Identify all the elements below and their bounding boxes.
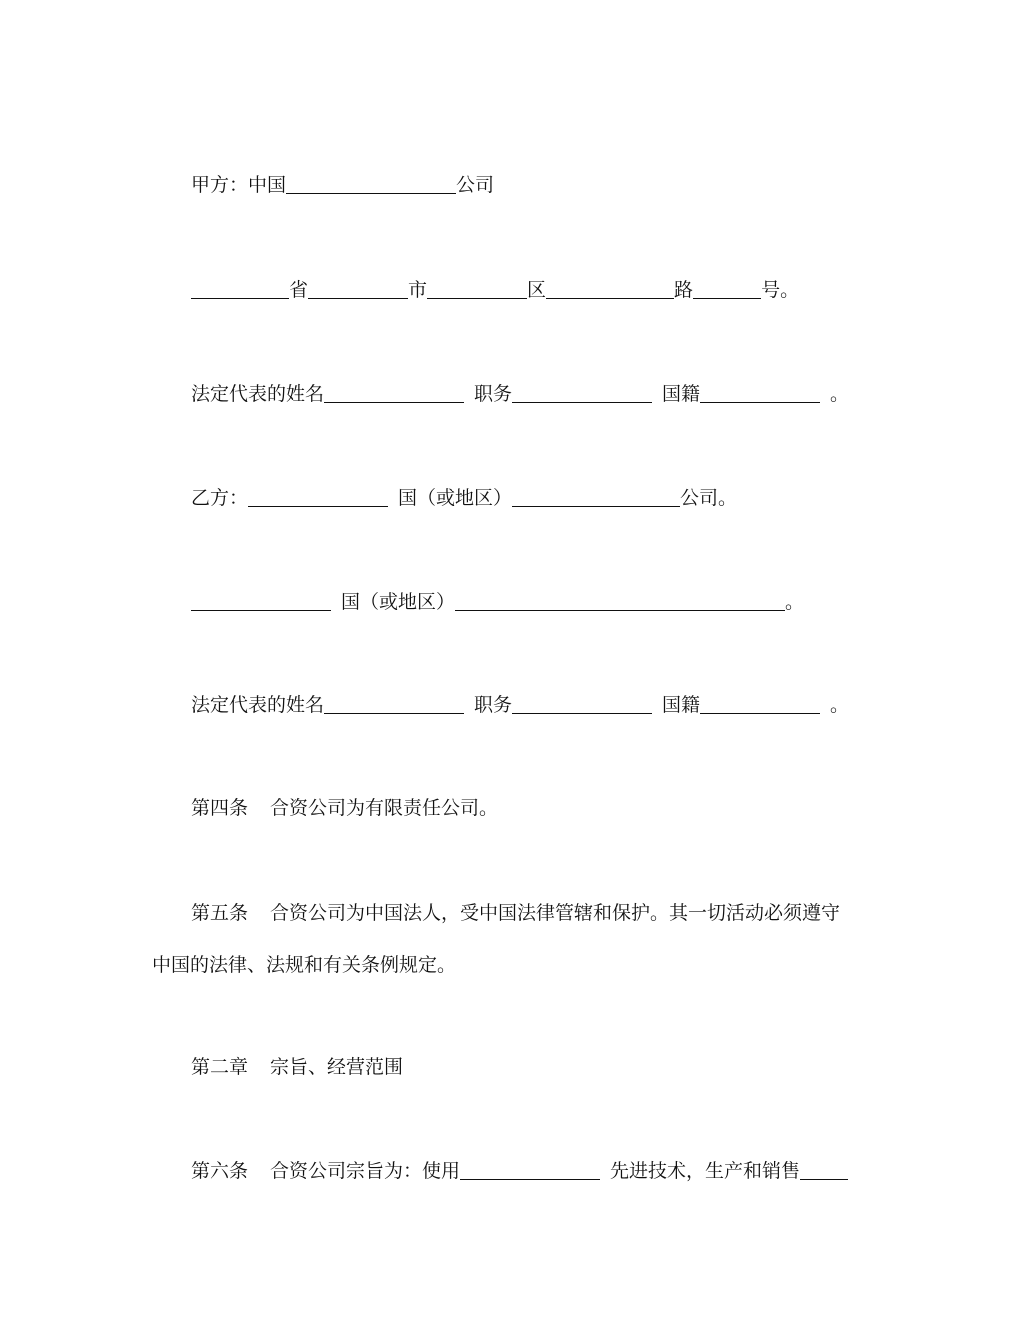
party-b-name-prefix: 乙方： bbox=[191, 487, 249, 509]
party-b-address-blank bbox=[455, 591, 785, 611]
district-blank bbox=[427, 279, 527, 299]
party-b-country-blank bbox=[248, 487, 388, 507]
article-5-line-1 bbox=[191, 900, 840, 926]
party-a-representative-line bbox=[191, 381, 849, 407]
party-b-address-line bbox=[191, 589, 804, 615]
party-a-position-blank bbox=[512, 383, 652, 403]
province-blank bbox=[191, 279, 289, 299]
party-b-representative-line bbox=[191, 692, 849, 718]
article-6-number: 第六条 bbox=[191, 1160, 249, 1182]
article-6-text-part-2: 先进技术，生产和销售 bbox=[610, 1160, 801, 1182]
party-a-rep-name-blank bbox=[324, 383, 464, 403]
party-a-rep-name-label: 法定代表的姓名 bbox=[191, 383, 325, 405]
party-a-name-suffix: 公司 bbox=[456, 174, 495, 196]
chapter-2-heading bbox=[191, 1054, 403, 1080]
party-b-name-line bbox=[191, 485, 737, 511]
party-b-position-blank bbox=[512, 694, 652, 714]
chapter-2-title: 宗旨、经营范围 bbox=[270, 1056, 404, 1078]
party-b-end-mark: 。 bbox=[830, 694, 850, 716]
party-b-address-country-label: 国（或地区） bbox=[341, 591, 456, 613]
chapter-2-number: 第二章 bbox=[191, 1056, 249, 1078]
city-label: 市 bbox=[408, 279, 428, 301]
party-a-company-blank bbox=[286, 174, 456, 194]
article-4 bbox=[191, 795, 498, 821]
district-label: 区 bbox=[527, 279, 547, 301]
party-b-country-label: 国（或地区） bbox=[398, 487, 513, 509]
article-5-number: 第五条 bbox=[191, 902, 249, 924]
party-a-address-line bbox=[191, 277, 799, 303]
party-b-address-country-blank bbox=[191, 591, 331, 611]
article-4-text: 合资公司为有限责任公司。 bbox=[270, 797, 499, 819]
party-b-company-blank bbox=[512, 487, 680, 507]
party-a-position-label: 职务 bbox=[474, 383, 513, 405]
article-4-number: 第四条 bbox=[191, 797, 249, 819]
party-a-nationality-label: 国籍 bbox=[662, 383, 701, 405]
party-b-name-suffix: 公司。 bbox=[680, 487, 738, 509]
article-5-text-line-1: 合资公司为中国法人，受中国法律管辖和保护。其一切活动必须遵守 bbox=[270, 902, 841, 924]
article-6 bbox=[191, 1158, 848, 1184]
article-6-product-blank bbox=[800, 1160, 848, 1180]
party-a-end-mark: 。 bbox=[830, 383, 850, 405]
party-b-rep-name-label: 法定代表的姓名 bbox=[191, 694, 325, 716]
party-b-address-end: 。 bbox=[785, 591, 805, 613]
article-6-text-part-1: 合资公司宗旨为：使用 bbox=[270, 1160, 461, 1182]
party-b-rep-name-blank bbox=[324, 694, 464, 714]
road-label: 路 bbox=[674, 279, 694, 301]
party-a-nationality-blank bbox=[700, 383, 820, 403]
article-5-text-line-2: 中国的法律、法规和有关条例规定。 bbox=[152, 954, 457, 976]
road-blank bbox=[546, 279, 674, 299]
party-b-nationality-blank bbox=[700, 694, 820, 714]
number-label: 号。 bbox=[761, 279, 800, 301]
party-a-name-line bbox=[191, 172, 494, 198]
number-blank bbox=[693, 279, 761, 299]
party-a-name-prefix: 甲方：中国 bbox=[191, 174, 287, 196]
province-label: 省 bbox=[289, 279, 309, 301]
article-6-technology-blank bbox=[460, 1160, 600, 1180]
party-b-position-label: 职务 bbox=[474, 694, 513, 716]
party-b-nationality-label: 国籍 bbox=[662, 694, 701, 716]
city-blank bbox=[308, 279, 408, 299]
article-5-line-2 bbox=[152, 952, 456, 978]
